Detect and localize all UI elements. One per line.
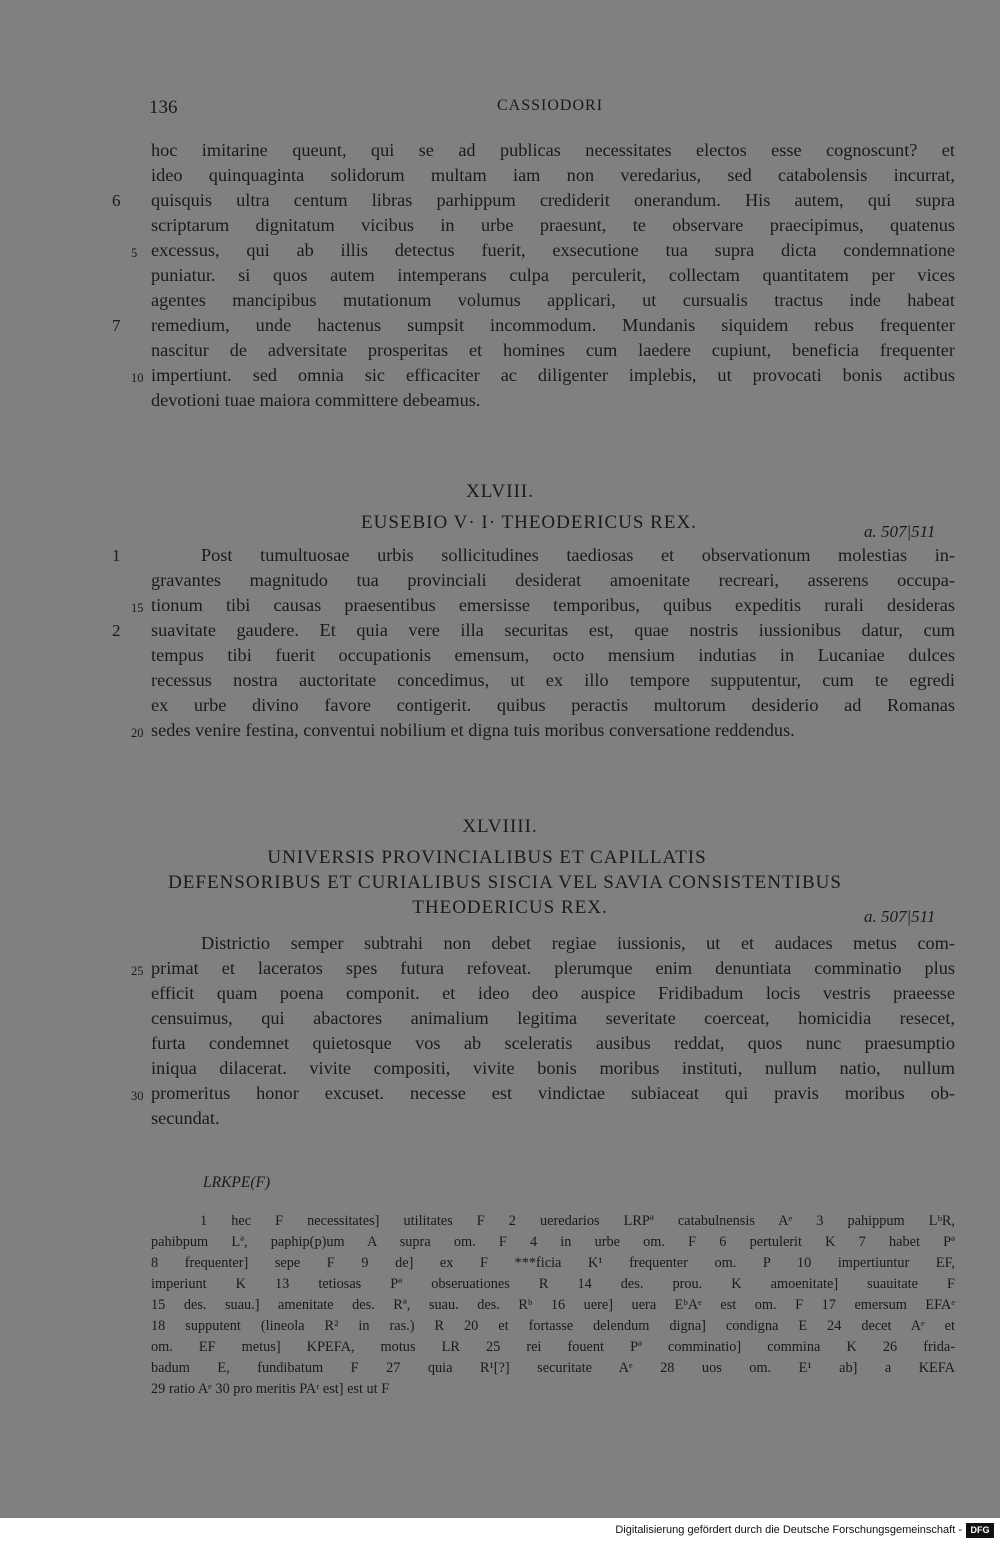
page-number: 136: [149, 97, 178, 118]
section-top-margin-number: 7: [112, 316, 121, 335]
letter-48-number: XLVIII.: [465, 481, 535, 502]
letter-48-margin-number: 1: [112, 546, 121, 565]
section-top-line: hoc imitarine queunt, qui se ad publicas necessitates electos esse cognoscunt? et: [151, 140, 955, 160]
section-top-line: scriptarum dignitatum vicibus in urbe praesunt, te observare praecipimus, quatenus: [151, 215, 955, 235]
letter-49-line: secundat.: [151, 1108, 220, 1128]
letter-48-margin-number: 20: [131, 726, 144, 740]
section-top-margin-number: 10: [131, 371, 144, 385]
letter-48-line: sedes venire festina, conventui nobilium et digna tuis moribus conversatione reddendus.: [151, 720, 795, 740]
running-title: CASSIODORI: [497, 97, 604, 114]
dfg-logo: DFG: [966, 1523, 994, 1538]
apparatus-line: 8 frequenter] sepe F 9 de] ex F ***ficia K¹ frequenter om. P 10 impertiuntur EF,: [151, 1255, 955, 1271]
letter-49-line: furta condemnet quietosque vos ab sceleratis ausibus reddat, quos nunc praesumptio: [151, 1033, 955, 1053]
apparatus-line: pahibpum Lª, paphip(p)um A supra om. F 4 in urbe om. F 6 pertulerit K 7 habet Pª: [151, 1234, 955, 1250]
section-top-line: excessus, qui ab illis detectus fuerit, exsecutione tua supra dicta condemnatione: [151, 240, 955, 260]
letter-48-line: recessus nostra auctoritate concedimus, ut ex illo tempore supputentur, cum te egredi: [151, 670, 955, 690]
section-top-line: ideo quinquaginta solidorum multam iam non veredarius, sed catabolensis incurrat,: [151, 165, 955, 185]
section-top-line: impertiunt. sed omnia sic efficaciter ac diligenter implebis, ut provocati bonis actibus: [151, 365, 955, 385]
letter-49-line: censuimus, qui abactores animalium legitima severitate coerceat, homicidia resecet,: [151, 1008, 955, 1028]
letter-49-line: promeritus honor excuset. necesse est vindictae subiaceat qui pravis moribus ob-: [151, 1083, 955, 1103]
apparatus-line: 29 ratio Aᵉ 30 pro meritis PAʳ est] est ut F: [151, 1381, 390, 1397]
letter-48-line: ex urbe divino favore contigerit. quibus peractis multorum desiderio ad Romanas: [151, 695, 955, 715]
apparatus-line: 18 supputent (lineola R² in ras.) R 20 et fortasse delendum digna] condigna E 24 decet Aᵉ et: [151, 1318, 955, 1334]
apparatus-sigla: LRKPE(F): [203, 1174, 271, 1191]
apparatus-line: 15 des. suau.] amenitate des. Rª, suau. des. Rᵇ 16 uere] uera EᵇAᵉ est om. F 17 emersum EFAᵉ: [151, 1297, 955, 1313]
section-top-line: remedium, unde hactenus sumpsit incommodum. Mundanis siquidem rebus frequenter: [151, 315, 955, 335]
apparatus-line: badum E, fundibatum F 27 quia R¹[?] securitate Aᵉ 28 uos om. E¹ ab] a KEFA: [151, 1360, 955, 1376]
letter-48-date: a. 507|511: [864, 522, 936, 541]
letter-49-address-line-3: THEODERICUS REX.: [412, 897, 608, 918]
letter-48-margin-number: 15: [131, 601, 144, 615]
letter-49-number: XLVIIII.: [462, 816, 538, 837]
letter-49-date: a. 507|511: [864, 907, 936, 926]
section-top-margin-number: 5: [131, 246, 138, 260]
letter-48-line: Post tumultuosae urbis sollicitudines taediosas et observationum molestias in-: [201, 545, 955, 565]
letter-48-margin-number: 2: [112, 621, 121, 640]
letter-49-address-line-2: DEFENSORIBUS ET CURIALIBUS SISCIA VEL SAVIA CONSISTENTIBUS: [168, 872, 842, 893]
section-top-line: agentes mancipibus mutationum volumus applicari, ut cursualis tractus inde habeat: [151, 290, 955, 310]
letter-49-line: Districtio semper subtrahi non debet regiae iussionis, ut et audaces metus com-: [201, 933, 955, 953]
section-top-line: quisquis ultra centum libras parhippum crediderit onerandum. His autem, qui supra: [151, 190, 955, 210]
letter-49-line: iniqua dilacerat. vivite compositi, vivite bonis moribus instituti, nullum natio, nullum: [151, 1058, 955, 1078]
letter-48-address: EUSEBIO V· I· THEODERICUS REX.: [361, 512, 697, 533]
footer-bar: [0, 1518, 1000, 1544]
letter-48-line: tionum tibi causas praesentibus emersisse temporibus, quibus expeditis rurali desideras: [151, 595, 955, 615]
letter-48-line: gravantes magnitudo tua provinciali desiderat amoenitate recreari, asserens occupa-: [151, 570, 955, 590]
letter-49-line: primat et laceratos spes futura refoveat. plerumque enim denuntiata comminatio plus: [151, 958, 955, 978]
apparatus-line: om. EF metus] KPEFA, motus LR 25 rei fouent Pª comminatio] commina K 26 frida-: [151, 1339, 955, 1355]
footer-credit: Digitalisierung gefördert durch die Deutsche Forschungsgemeinschaft -: [615, 1524, 962, 1536]
letter-48-line: tempus tibi fuerit occupationis emensum, octo mensium indutias in Lucaniae dulces: [151, 645, 955, 665]
letter-48-line: suavitate gaudere. Et quia vere illa securitas est, quae nostris iussionibus datur, cum: [151, 620, 955, 640]
letter-49-margin-number: 30: [131, 1089, 144, 1103]
apparatus-line: 1 hec F necessitates] utilitates F 2 ueredarios LRPª catabulnensis Aᵉ 3 pahippum LᵇR,: [200, 1213, 955, 1229]
section-top-line: puniatur. si quos autem intemperans culpa perculerit, collectam quantitatem per vices: [151, 265, 955, 285]
letter-49-line: efficit quam poena componit. et ideo deo auspice Fridibadum locis vestris praeesse: [151, 983, 955, 1003]
section-top-line: nascitur de adversitate prosperitas et homines cum laedere cupiunt, beneficia frequenter: [151, 340, 955, 360]
letter-49-margin-number: 25: [131, 964, 144, 978]
section-top-line: devotioni tuae maiora committere debeamus.: [151, 390, 481, 410]
letter-49-address-line-1: UNIVERSIS PROVINCIALIBUS ET CAPILLATIS: [267, 847, 707, 868]
section-top-margin-number: 6: [112, 191, 121, 210]
apparatus-line: imperiunt K 13 tetiosas Pª obseruationes R 14 des. prou. K amoenitate] suauitate F: [151, 1276, 955, 1292]
